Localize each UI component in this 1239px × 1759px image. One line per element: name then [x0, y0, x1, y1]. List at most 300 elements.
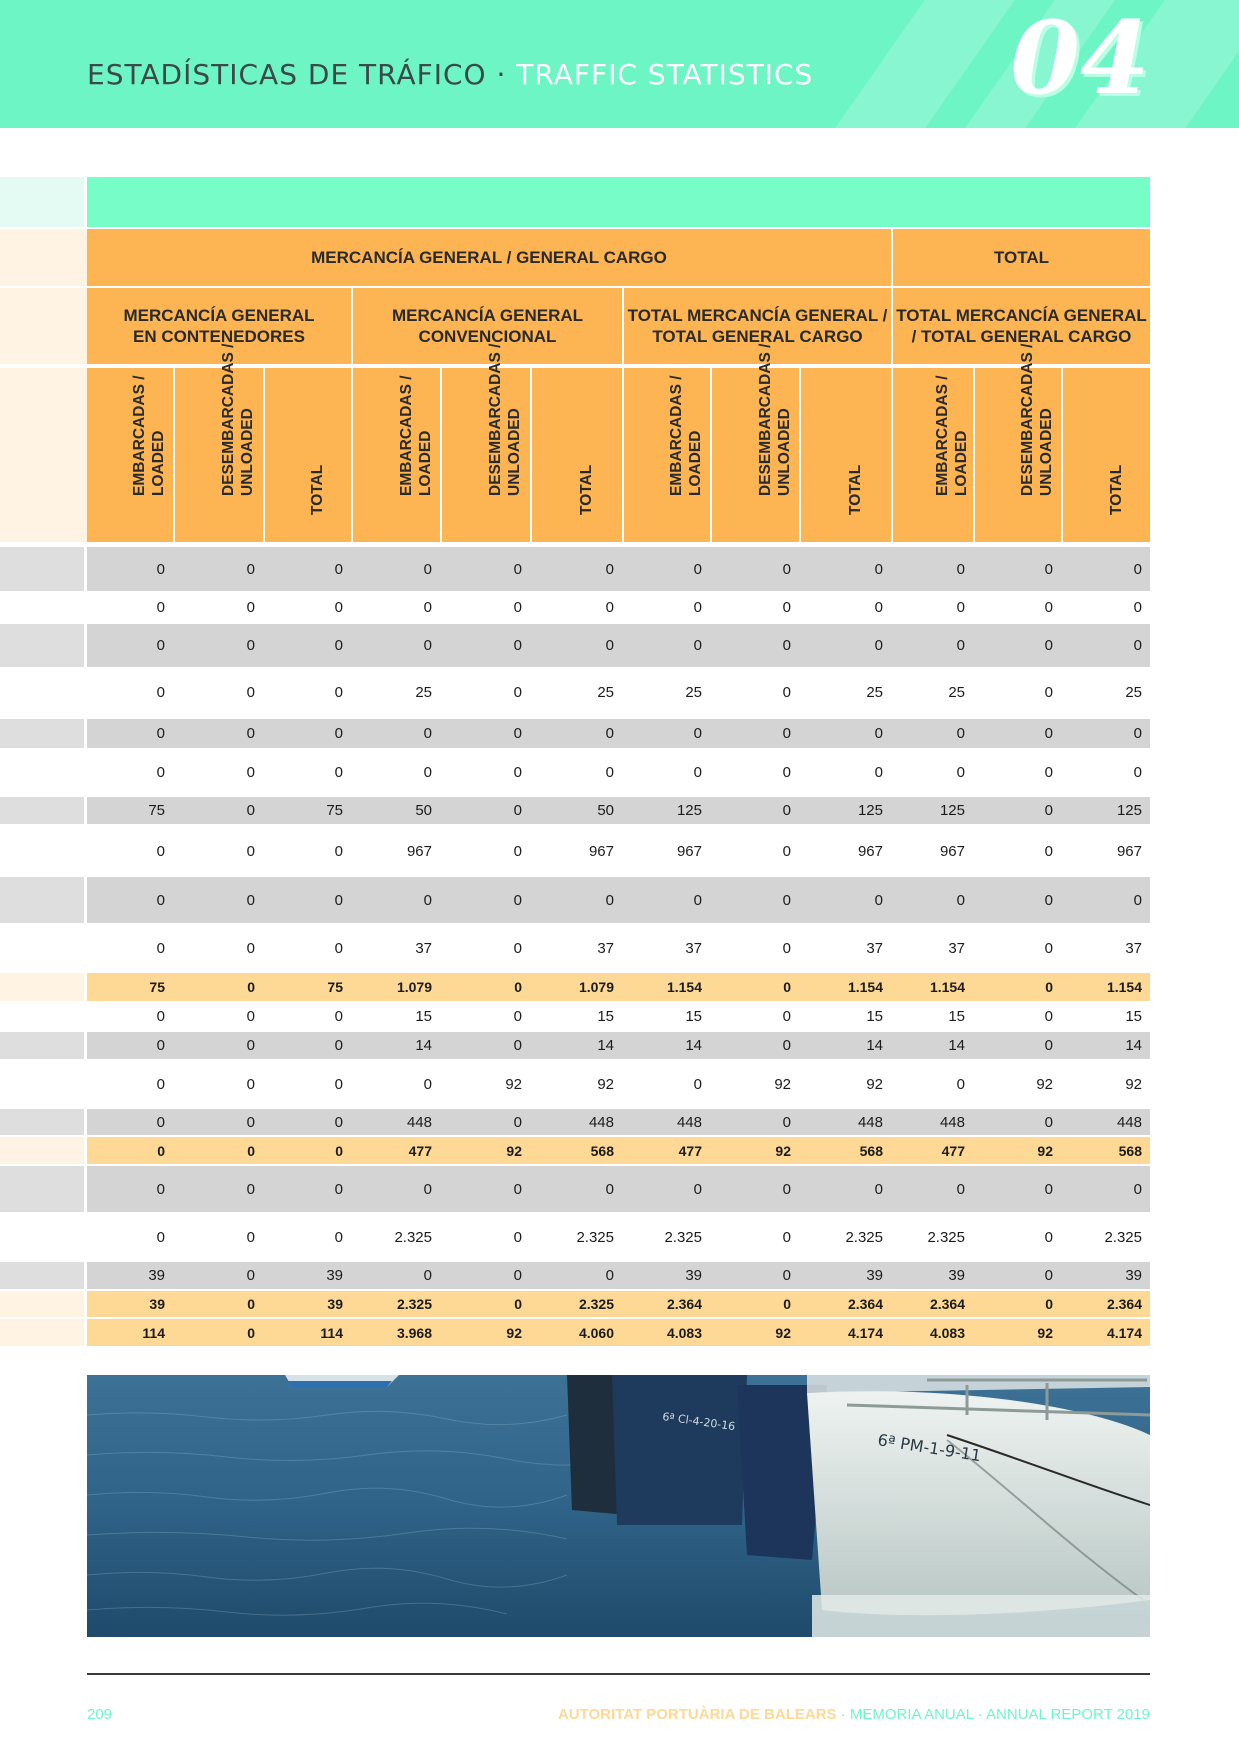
table-cell: 967 [1116, 843, 1142, 860]
table-row [87, 1262, 1150, 1289]
table-cell: 0 [605, 1180, 614, 1198]
table-cell: 0 [246, 843, 255, 860]
table-cell: 4.174 [1106, 1324, 1142, 1341]
header-band [0, 0, 1239, 128]
table-cell: 50 [597, 802, 614, 819]
table-row [87, 1166, 1150, 1212]
table-cell: 0 [246, 1008, 255, 1025]
table-cell: 4.060 [578, 1324, 614, 1341]
table-cell: 0 [782, 1113, 791, 1131]
table-cell: 1.154 [666, 979, 702, 995]
table-cell: 0 [423, 1075, 432, 1093]
table-cell: 0 [334, 843, 343, 860]
table-cell: 0 [156, 939, 165, 957]
table-cell: 0 [334, 764, 343, 781]
table-cell: 125 [676, 802, 702, 819]
table-row [87, 624, 1150, 667]
table-cell: 0 [874, 725, 883, 742]
table-cell: 0 [246, 1228, 255, 1246]
row-label-stub [0, 1137, 84, 1164]
table-cell: 0 [246, 1180, 255, 1198]
table-cell: 0 [783, 979, 791, 995]
table-cell: 25 [415, 684, 432, 701]
column-header-label: DESEMBARCADAS / UNLOADED [756, 343, 793, 496]
chapter-number: 04 [1010, 0, 1150, 117]
table-cell: 0 [513, 764, 522, 781]
table-cell: 92 [505, 1075, 522, 1093]
table-row [87, 719, 1150, 748]
table-cell: 37 [948, 939, 965, 957]
table-cell: 0 [513, 1228, 522, 1246]
table-row [87, 750, 1150, 795]
footer-org: AUTORITAT PORTUÀRIA DE BALEARS [557, 1706, 837, 1723]
table-cell: 0 [1133, 560, 1142, 578]
table-cell: 37 [1125, 939, 1142, 957]
column-header-label: DESEMBARCADAS / UNLOADED [487, 343, 523, 496]
subtotal-row [87, 973, 1150, 1001]
table-cell: 114 [142, 1324, 165, 1341]
table-cell: 0 [874, 891, 883, 909]
table-cell: 0 [1044, 684, 1053, 701]
table-cell: 37 [415, 939, 432, 957]
table-cell: 568 [1118, 1142, 1142, 1159]
row-label-stub [0, 973, 84, 1001]
table-cell: 14 [685, 1037, 702, 1054]
table-cell: 0 [156, 1008, 165, 1025]
table-cell: 0 [247, 1296, 255, 1312]
row-label-stub [0, 750, 84, 795]
table-cell: 39 [326, 1267, 343, 1284]
table-cell: 0 [1044, 1113, 1053, 1131]
column-header-label: DESEMBARCADAS / UNLOADED [1019, 343, 1055, 496]
table-cell: 0 [693, 891, 702, 909]
table-cell: 0 [156, 637, 165, 654]
table-row [87, 1003, 1150, 1030]
group-header-general-cargo: MERCANCÍA GENERAL / GENERAL CARGO [87, 229, 891, 286]
table-cell: 4.174 [847, 1324, 883, 1341]
column-header-label: EMBARCADAS / LOADED [397, 375, 434, 496]
table-cell: 0 [1044, 843, 1053, 860]
table-cell: 0 [334, 939, 343, 957]
table-cell: 0 [513, 939, 522, 957]
table-cell: 4.083 [929, 1324, 965, 1341]
table-cell: 967 [676, 843, 702, 860]
table-cell: 15 [866, 1008, 883, 1025]
row-label-stub [0, 1214, 84, 1260]
table-cell: 1.079 [396, 979, 432, 995]
subtotal-row [87, 1291, 1150, 1317]
column-header [893, 368, 973, 542]
table-cell: 477 [408, 1142, 432, 1159]
table-cell: 0 [423, 891, 432, 909]
column-header-label: TOTAL [1107, 464, 1125, 515]
table-cell: 0 [513, 1267, 522, 1284]
table-cell: 14 [1125, 1037, 1142, 1054]
table-cell: 0 [782, 684, 791, 701]
table-row [87, 668, 1150, 717]
table-cell: 448 [406, 1113, 432, 1131]
table-cell: 2.364 [666, 1296, 702, 1312]
table-cell: 0 [246, 1037, 255, 1054]
row-label-stub [0, 719, 84, 748]
table-cell: 0 [1133, 891, 1142, 909]
table-cell: 0 [874, 599, 883, 616]
table-cell: 75 [327, 979, 343, 995]
table-cell: 0 [513, 637, 522, 654]
table-cell: 0 [334, 1228, 343, 1246]
table-cell: 0 [334, 891, 343, 909]
column-header-label: EMBARCADAS / LOADED [934, 375, 970, 496]
table-cell: 0 [423, 599, 432, 616]
row-label-stub [0, 668, 84, 717]
table-cell: 0 [956, 1075, 965, 1093]
table-cell: 477 [941, 1142, 965, 1159]
column-header [175, 343, 263, 542]
table-cell: 0 [782, 802, 791, 819]
table-cell: 0 [156, 1037, 165, 1054]
table-cell: 0 [693, 560, 702, 578]
table-row [87, 877, 1150, 923]
table-cell: 0 [693, 725, 702, 742]
table-cell: 0 [874, 637, 883, 654]
table-cell: 967 [857, 843, 883, 860]
table-cell: 0 [247, 979, 255, 995]
column-header-label: EMBARCADAS / LOADED [131, 375, 167, 496]
table-cell: 92 [1037, 1324, 1053, 1341]
row-label-stub [0, 624, 84, 667]
table-row [87, 797, 1150, 824]
table-stub-header [0, 288, 87, 364]
table-cell: 0 [156, 764, 165, 781]
table-cell: 0 [334, 560, 343, 578]
table-cell: 37 [597, 939, 614, 957]
table-cell: 0 [1044, 764, 1053, 781]
table-cell: 0 [782, 764, 791, 781]
table-cell: 448 [1116, 1113, 1142, 1131]
table-cell: 2.364 [1106, 1296, 1142, 1312]
title-separator: · [496, 58, 507, 91]
table-cell: 0 [246, 891, 255, 909]
table-cell: 0 [156, 843, 165, 860]
table-cell: 0 [693, 1180, 702, 1198]
column-header-label: DESEMBARCADAS / UNLOADED [220, 343, 256, 496]
table-row [87, 1061, 1150, 1107]
table-cell: 0 [157, 1142, 165, 1159]
table-cell: 0 [246, 637, 255, 654]
table-cell: 0 [246, 939, 255, 957]
table-cell: 14 [866, 1037, 883, 1054]
table-cell: 0 [423, 1180, 432, 1198]
footer-report: MEMORIA ANUAL · ANNUAL REPORT 2019 [849, 1706, 1150, 1723]
table-stub-header [0, 368, 87, 542]
table-cell: 0 [1044, 1267, 1053, 1284]
table-cell: 39 [866, 1267, 883, 1284]
table-cell: 4.083 [666, 1324, 702, 1341]
row-label-stub [0, 877, 84, 923]
table-cell: 92 [597, 1075, 614, 1093]
table-cell: 0 [334, 1075, 343, 1093]
table-cell: 0 [605, 725, 614, 742]
harbor-photo-image [87, 1375, 1150, 1637]
table-cell: 92 [774, 1075, 791, 1093]
page-number: 209 [87, 1706, 113, 1723]
column-header-label: TOTAL [578, 464, 595, 515]
table-cell: 0 [247, 1142, 255, 1159]
sub-header-total-general-cargo: TOTAL MERCANCÍA GENERAL / TOTAL GENERAL CARGO [624, 288, 891, 364]
table-cell: 0 [605, 560, 614, 578]
row-label-stub [0, 1003, 84, 1030]
table-row [87, 1214, 1150, 1260]
hull-label-2: 6ª Cl-4-20-16 [661, 1410, 737, 1434]
table-cell: 0 [334, 725, 343, 742]
table-cell: 0 [513, 599, 522, 616]
table-cell: 0 [693, 1075, 702, 1093]
table-cell: 2.325 [845, 1228, 883, 1246]
row-label-stub [0, 828, 84, 875]
table-cell: 0 [605, 891, 614, 909]
table-cell: 0 [605, 637, 614, 654]
table-cell: 92 [1036, 1075, 1053, 1093]
table-cell: 15 [685, 1008, 702, 1025]
table-cell: 0 [782, 891, 791, 909]
table-cell: 2.325 [1104, 1228, 1142, 1246]
table-cell: 448 [588, 1113, 614, 1131]
table-cell: 0 [246, 725, 255, 742]
table-cell: 0 [423, 560, 432, 578]
table-cell: 0 [513, 843, 522, 860]
table-cell: 0 [513, 1180, 522, 1198]
table-cell: 448 [857, 1113, 883, 1131]
table-cell: 568 [590, 1142, 614, 1159]
table-cell: 0 [1133, 637, 1142, 654]
table-cell: 25 [597, 684, 614, 701]
table-cell: 0 [1044, 1180, 1053, 1198]
table-cell: 0 [334, 599, 343, 616]
table-cell: 2.364 [929, 1296, 965, 1312]
column-header [1063, 368, 1150, 542]
table-cell: 39 [327, 1296, 343, 1312]
table-cell: 0 [334, 1180, 343, 1198]
table-cell: 0 [782, 1008, 791, 1025]
table-cell: 0 [334, 1008, 343, 1025]
table-cell: 568 [859, 1142, 883, 1159]
table-cell: 0 [423, 764, 432, 781]
table-cell: 0 [956, 764, 965, 781]
column-header-label: TOTAL [847, 464, 864, 515]
subtotal-row [87, 1137, 1150, 1164]
footer-rule [87, 1673, 1150, 1675]
table-cell: 0 [782, 939, 791, 957]
table-cell: 0 [423, 725, 432, 742]
table-cell: 0 [1044, 939, 1053, 957]
table-cell: 0 [246, 1267, 255, 1284]
table-cell: 2.325 [396, 1296, 432, 1312]
table-cell: 0 [423, 637, 432, 654]
column-header [442, 343, 530, 542]
table-cell: 0 [782, 725, 791, 742]
column-header [801, 368, 891, 542]
table-cell: 0 [782, 560, 791, 578]
table-cell: 39 [149, 1296, 165, 1312]
column-header [624, 368, 710, 542]
table-row [87, 1109, 1150, 1135]
table-cell: 0 [956, 725, 965, 742]
table-cell: 0 [1044, 725, 1053, 742]
table-cell: 92 [1037, 1142, 1053, 1159]
table-cell: 50 [415, 802, 432, 819]
row-label-stub [0, 1262, 84, 1289]
harbor-photo [87, 1375, 1150, 1637]
table-cell: 0 [782, 1037, 791, 1054]
table-cell: 0 [513, 802, 522, 819]
table-cell: 0 [334, 637, 343, 654]
table-cell: 0 [513, 560, 522, 578]
table-cell: 0 [1044, 802, 1053, 819]
table-cell: 0 [156, 1180, 165, 1198]
section-title-es: ESTADÍSTICAS DE TRÁFICO [87, 58, 487, 91]
column-header [353, 368, 440, 542]
table-cell: 1.154 [929, 979, 965, 995]
table-cell: 477 [678, 1142, 702, 1159]
table-cell: 0 [513, 684, 522, 701]
table-row [87, 547, 1150, 591]
table-cell: 0 [956, 891, 965, 909]
table-cell: 14 [597, 1037, 614, 1054]
table-cell: 2.325 [394, 1228, 432, 1246]
table-cell: 0 [782, 1267, 791, 1284]
table-cell: 0 [605, 599, 614, 616]
table-cell: 0 [246, 560, 255, 578]
table-cell: 0 [956, 599, 965, 616]
table-cell: 1.154 [847, 979, 883, 995]
table-cell: 39 [148, 1267, 165, 1284]
table-cell: 92 [506, 1324, 522, 1341]
table-stub-top [0, 177, 84, 227]
table-cell: 125 [939, 802, 965, 819]
table-cell: 0 [1044, 599, 1053, 616]
table-cell: 25 [1125, 684, 1142, 701]
table-cell: 37 [685, 939, 702, 957]
table-cell: 967 [588, 843, 614, 860]
table-cell: 0 [1045, 979, 1053, 995]
sub-header-conventional: MERCANCÍA GENERAL CONVENCIONAL [353, 288, 622, 364]
table-cell: 0 [874, 1180, 883, 1198]
table-cell: 0 [1044, 1037, 1053, 1054]
table-cell: 0 [782, 637, 791, 654]
row-label-stub [0, 1291, 84, 1317]
table-cell: 92 [775, 1142, 791, 1159]
table-cell: 0 [956, 560, 965, 578]
table-cell: 1.079 [578, 979, 614, 995]
table-cell: 0 [334, 684, 343, 701]
table-cell: 0 [605, 764, 614, 781]
table-cell: 1.154 [1106, 979, 1142, 995]
table-cell: 37 [866, 939, 883, 957]
row-label-stub [0, 593, 84, 622]
table-cell: 75 [326, 802, 343, 819]
table-cell: 0 [423, 1267, 432, 1284]
section-title-en: TRAFFIC STATISTICS [516, 58, 814, 91]
table-cell: 0 [334, 1037, 343, 1054]
table-cell: 0 [156, 1113, 165, 1131]
table-cell: 14 [415, 1037, 432, 1054]
section-title [87, 58, 813, 91]
table-cell: 39 [948, 1267, 965, 1284]
table-row [87, 1032, 1150, 1059]
table-cell: 0 [246, 802, 255, 819]
table-cell: 2.325 [576, 1228, 614, 1246]
table-cell: 15 [948, 1008, 965, 1025]
table-cell: 0 [956, 637, 965, 654]
row-label-stub [0, 547, 84, 591]
table-cell: 0 [156, 1228, 165, 1246]
group-header-total: TOTAL [893, 229, 1150, 286]
table-cell: 0 [783, 1296, 791, 1312]
table-cell: 0 [1044, 1228, 1053, 1246]
table-cell: 92 [506, 1142, 522, 1159]
table-cell: 967 [939, 843, 965, 860]
table-cell: 0 [156, 684, 165, 701]
column-header-label: TOTAL [309, 464, 326, 515]
table-row [87, 593, 1150, 622]
column-header [265, 368, 351, 542]
hull-label: 6ª PM-1-9-11 [876, 1430, 983, 1466]
column-header [712, 343, 799, 542]
column-header-label: EMBARCADAS / LOADED [668, 375, 704, 496]
table-cell: 0 [1133, 725, 1142, 742]
table-cell: 0 [874, 560, 883, 578]
table-cell: 114 [320, 1324, 343, 1341]
table-cell: 75 [148, 802, 165, 819]
table-cell: 25 [685, 684, 702, 701]
table-cell: 448 [676, 1113, 702, 1131]
table-cell: 92 [775, 1324, 791, 1341]
table-cell: 0 [1133, 764, 1142, 781]
table-cell: 15 [597, 1008, 614, 1025]
table-cell: 0 [693, 637, 702, 654]
table-cell: 0 [246, 684, 255, 701]
column-header [87, 368, 173, 542]
table-cell: 0 [1044, 891, 1053, 909]
table-cell: 0 [156, 1075, 165, 1093]
table-cell: 967 [406, 843, 432, 860]
table-cell: 0 [156, 560, 165, 578]
table-cell: 0 [874, 764, 883, 781]
table-cell: 2.325 [578, 1296, 614, 1312]
table-cell: 0 [782, 843, 791, 860]
table-cell: 0 [514, 979, 522, 995]
table-cell: 0 [1133, 1180, 1142, 1198]
table-cell: 39 [685, 1267, 702, 1284]
subtotal-row [87, 1319, 1150, 1346]
table-cell: 0 [782, 1228, 791, 1246]
table-cell: 0 [605, 1267, 614, 1284]
sub-header-containers: MERCANCÍA GENERAL EN CONTENEDORES [87, 288, 351, 364]
row-label-stub [0, 925, 84, 971]
table-cell: 0 [156, 599, 165, 616]
table-cell: 0 [513, 1037, 522, 1054]
table-top-band [87, 177, 1150, 227]
table-cell: 0 [956, 1180, 965, 1198]
table-cell: 125 [1116, 802, 1142, 819]
table-cell: 2.325 [664, 1228, 702, 1246]
row-label-stub [0, 1061, 84, 1107]
table-cell: 0 [513, 1008, 522, 1025]
table-row [87, 925, 1150, 971]
footer-credit [558, 1706, 1150, 1723]
table-cell: 0 [335, 1142, 343, 1159]
table-cell: 0 [246, 1113, 255, 1131]
